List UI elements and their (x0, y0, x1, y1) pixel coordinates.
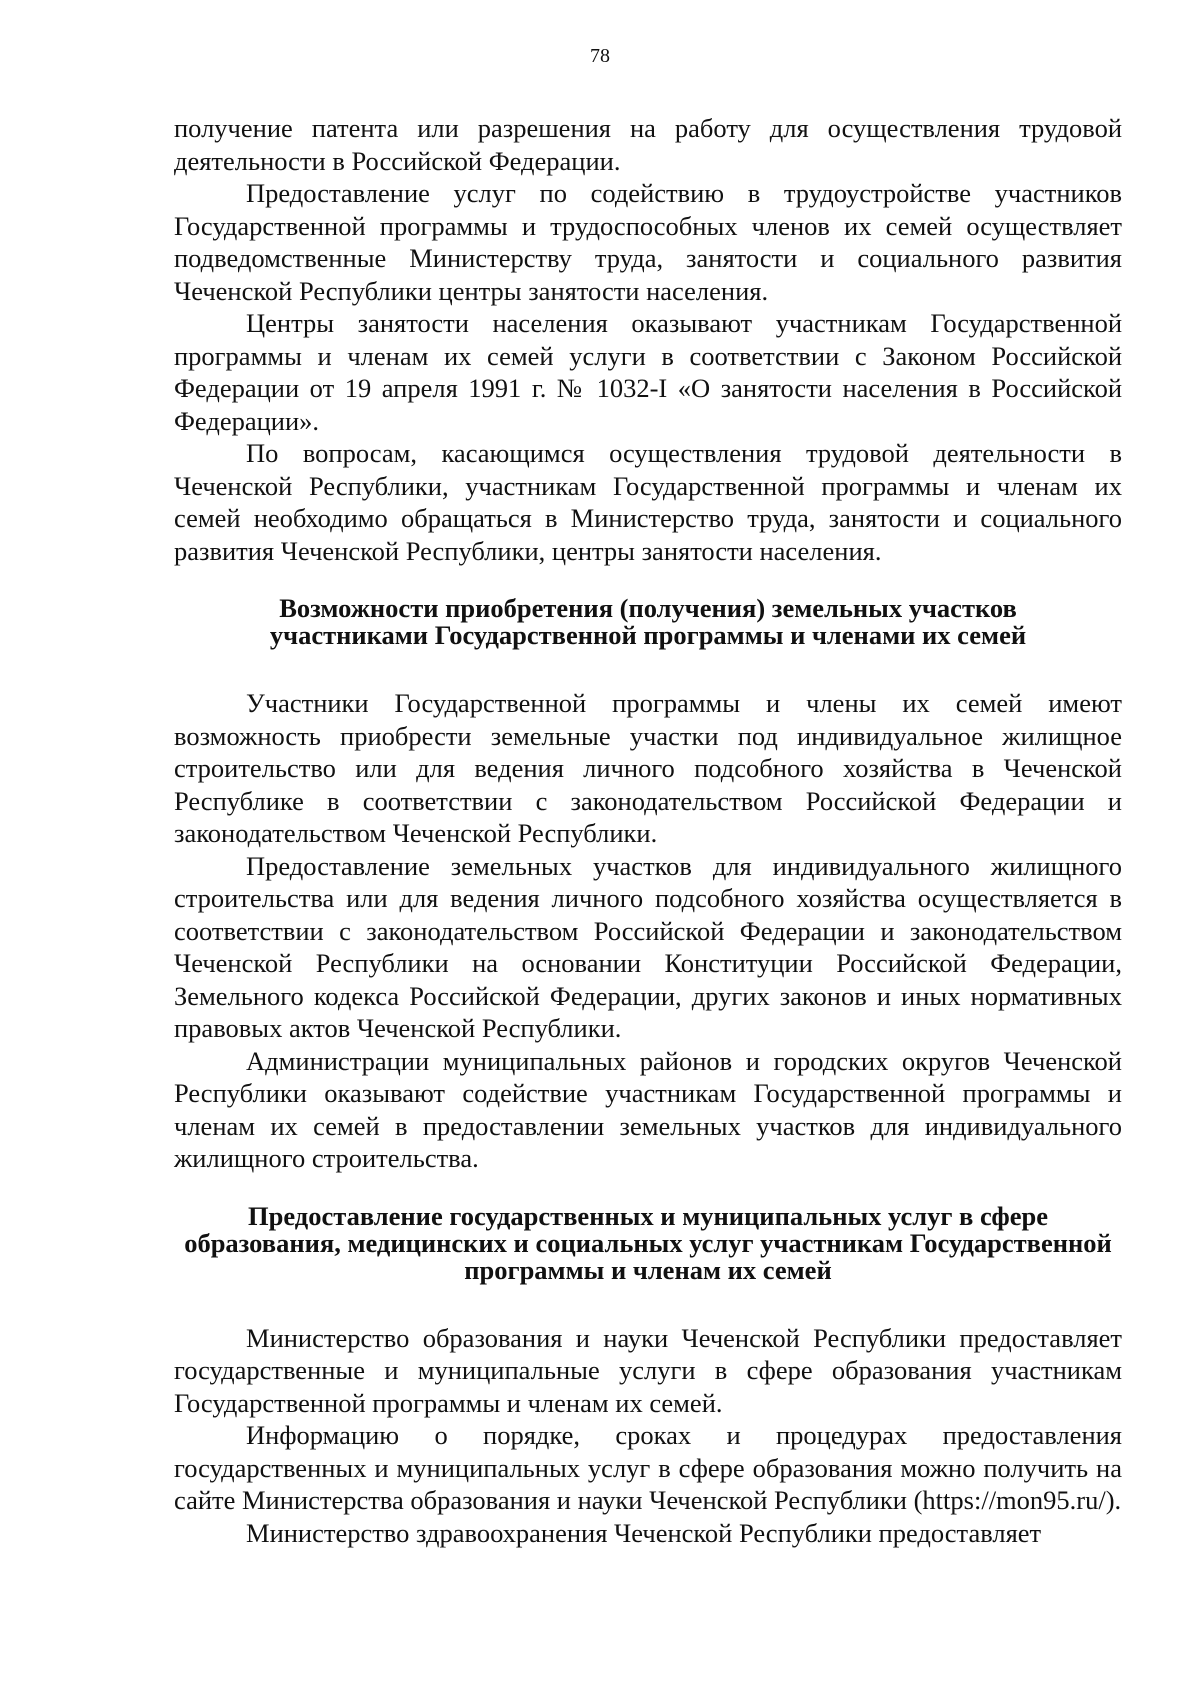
heading-line: Возможности приобретения (получения) земельных участков (279, 593, 1017, 623)
heading-line: образования, медицинских и социальных услуг участникам Государственной (184, 1227, 1112, 1258)
paragraph: Предоставление земельных участков для индивидуального жилищного строительства или для ведения личного подсобного хозяйства осуществляется в соответствии с законодательством Российской Федерации и законодательством Чеченской Республики на основании Конституции Российской Федерации, Земельного кодекса Российской Федерации, других законов и иных нормативных правовых актов Чеченской Республики. (174, 850, 1122, 1043)
paragraph: Информацию о порядке, сроках и процедурах предоставления государственных и муниципальных услуг в сфере образования можно получить на сайте Министерства образования и науки Чеченской Республики (https://mon95.ru/). (174, 1420, 1122, 1515)
page-number: 78 (590, 45, 610, 67)
paragraph: Предоставление услуг по содействию в трудоустройстве участников Государственной программы и трудоспособных членов их семей осуществляет подведомственные Министерству труда, занятости и социального развития Чеченской Республики центры занятости населения. (174, 178, 1122, 306)
section-heading-public-services (174, 1200, 1122, 1285)
heading-line: участниками Государственной программы и членами их семей (269, 620, 1027, 650)
paragraph: Центры занятости населения оказывают участникам Государственной программы и членам их семей услуги в соответствии с Законом Российской Федерации от 19 апреля 1991 г. № 1032-I «О занятости населения в Российской Федерации». (174, 308, 1122, 436)
paragraph: По вопросам, касающимся осуществления трудовой деятельности в Чеченской Республики, участникам Государственной программы и членам их семей необходимо обращаться в Министерство труда, занятости и социального развития Чеченской Республики, центры занятости населения. (174, 438, 1122, 566)
heading-line: программы и членам их семей (464, 1254, 832, 1285)
paragraph: Министерство здравоохранения Чеченской Республики предоставляет (246, 1517, 1042, 1548)
paragraph: получение патента или разрешения на работу для осуществления трудовой деятельности в Российской Федерации. (174, 113, 1122, 176)
document-body (174, 112, 1122, 1549)
section-heading-land-plots (174, 595, 1122, 649)
paragraph: Администрации муниципальных районов и городских округов Чеченской Республики оказывают содействие участникам Государственной программы и членам их семей в предоставлении земельных участков для индивидуального жилищного строительства. (174, 1045, 1122, 1173)
heading-line: Предоставление государственных и муниципальных услуг в сфере (248, 1200, 1048, 1231)
paragraph: Участники Государственной программы и члены их семей имеют возможность приобрести земельные участки под индивидуальное жилищное строительство или для ведения личного подсобного хозяйства в Чеченской Республике в соответствии с законодательством Российской Федерации и законодательством Чеченской Республики. (174, 688, 1122, 848)
paragraph: Министерство образования и науки Чеченской Республики предоставляет государственные и муниципальные услуги в сфере образования участникам Государственной программы и членам их семей. (174, 1322, 1122, 1418)
